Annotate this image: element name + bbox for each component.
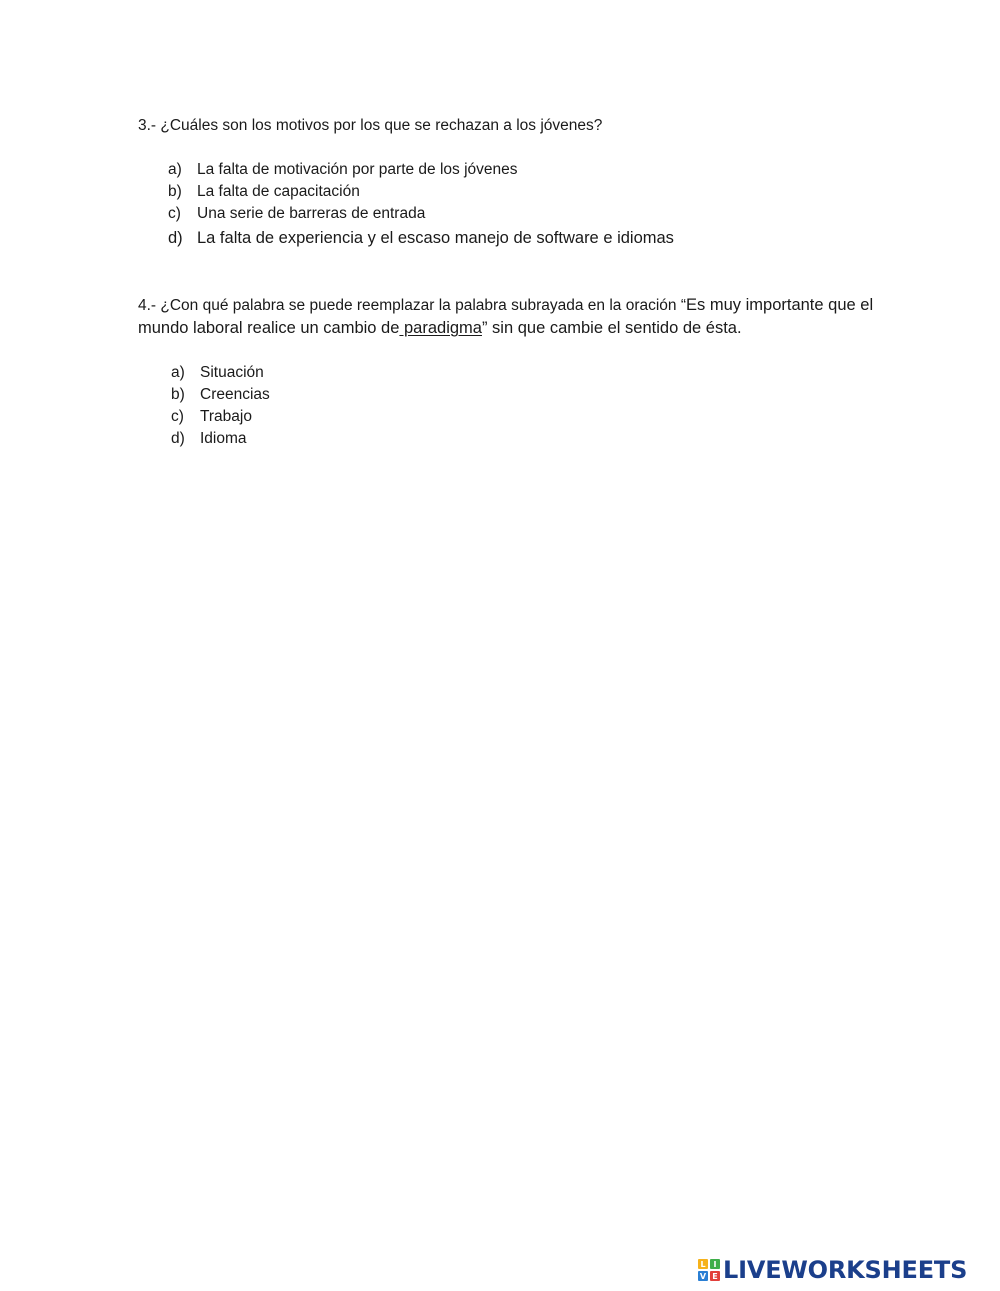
logo-tile-e: E	[710, 1271, 720, 1281]
option-text: Idioma	[200, 430, 247, 447]
option-text: La falta de experiencia y el escaso manejo de software e idiomas	[197, 229, 674, 247]
option-letter: b)	[171, 386, 185, 403]
logo-tile-i: I	[710, 1259, 720, 1269]
underlined-word: paradigma	[399, 319, 482, 337]
option-text: Una serie de barreras de entrada	[197, 205, 426, 222]
option-text: La falta de motivación por parte de los jóvenes	[197, 161, 518, 178]
option-letter: a)	[171, 364, 185, 381]
option-text: Creencias	[200, 386, 270, 403]
question-4-stem-end: ” sin que cambie el sentido de ésta.	[481, 319, 742, 337]
question-4-quoted-sentence: Es muy importante que el mundo laboral realice un cambio de	[138, 296, 874, 337]
logo-tile-l: L	[698, 1259, 708, 1269]
liveworksheets-branding	[698, 1257, 967, 1283]
option-text: La falta de capacitación	[197, 183, 360, 200]
option-letter: b)	[168, 183, 182, 200]
option-letter: c)	[171, 408, 184, 425]
question-3-stem: 3.- ¿Cuáles son los motivos por los que se rechazan a los jóvenes?	[138, 117, 603, 134]
option-letter: c)	[168, 205, 181, 222]
option-text: Situación	[200, 364, 264, 381]
question-4-stem-intro: 4.- ¿Con qué palabra se puede reemplazar la palabra subrayada en la oración “	[138, 297, 687, 314]
logo-tile-v: V	[699, 1271, 707, 1281]
liveworksheets-wordmark: LIVEWORKSHEETS	[723, 1256, 968, 1284]
option-letter: d)	[168, 229, 183, 247]
option-text: Trabajo	[200, 408, 252, 425]
live-logo-icon	[698, 1259, 720, 1281]
option-letter: a)	[168, 161, 182, 178]
option-letter: d)	[171, 430, 185, 447]
question-4-stem	[138, 294, 878, 340]
